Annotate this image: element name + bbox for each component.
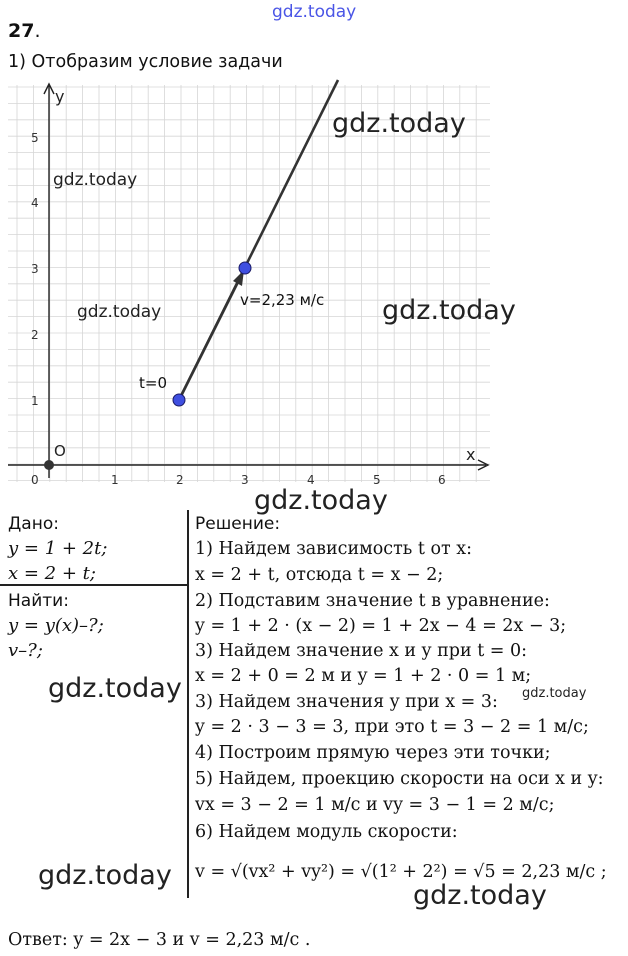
watermark: gdz.today bbox=[254, 485, 388, 516]
problem-number-suffix: . bbox=[34, 20, 41, 42]
grid bbox=[8, 85, 490, 482]
x-tick-label: 1 bbox=[111, 473, 119, 487]
find2: v–?; bbox=[8, 640, 43, 661]
y-tick-labels bbox=[31, 131, 39, 408]
point-origin bbox=[44, 460, 54, 470]
velocity-label: v=2,23 м/с bbox=[240, 291, 325, 309]
x-tick-label: 6 bbox=[438, 473, 446, 487]
watermark: gdz.today bbox=[382, 295, 516, 326]
y-tick-label: 2 bbox=[31, 328, 39, 342]
solution-line: 1) Найдем зависимость t от x: bbox=[195, 539, 473, 559]
watermark: gdz.today bbox=[38, 860, 172, 891]
find-title: Найти: bbox=[8, 591, 69, 611]
given-eq2: x = 2 + t; bbox=[8, 563, 96, 584]
watermark: gdz.today bbox=[53, 170, 138, 190]
x-tick-label: 4 bbox=[307, 473, 315, 487]
solution-line: v = √(vx² + vy²) = √(1² + 2²) = √5 = 2,23 м/с ; bbox=[195, 862, 607, 882]
step1-heading: 1) Отобразим условие задачи bbox=[8, 52, 283, 72]
coordinate-graph bbox=[0, 75, 628, 515]
solution-line: 3) Найдем значения y при x = 3: bbox=[195, 692, 498, 712]
solution-title: Решение: bbox=[195, 514, 281, 534]
watermark-top: gdz.today bbox=[272, 2, 357, 22]
axes bbox=[8, 84, 488, 478]
solution-line: 3) Найдем значение x и y при t = 0: bbox=[195, 641, 528, 661]
solution-line: vx = 3 − 2 = 1 м/с и vy = 3 − 1 = 2 м/с; bbox=[195, 795, 555, 815]
vertical-divider bbox=[187, 510, 189, 898]
solution-line: 6) Найдем модуль скорости: bbox=[195, 822, 458, 842]
solution-line: x = 2 + 0 = 2 м и y = 1 + 2 · 0 = 1 м; bbox=[195, 666, 532, 686]
find1: y = y(x)–?; bbox=[8, 615, 104, 636]
solution-line: y = 1 + 2 · (x − 2) = 1 + 2x − 4 = 2x − 3; bbox=[195, 616, 567, 636]
problem-number bbox=[8, 20, 41, 42]
point-end bbox=[239, 262, 251, 274]
solution-line: x = 2 + t, отсюда t = x − 2; bbox=[195, 565, 444, 585]
y-tick-label: 1 bbox=[31, 394, 39, 408]
y-tick-label: 3 bbox=[31, 262, 39, 276]
origin-label: O bbox=[54, 442, 66, 460]
watermark: gdz.today bbox=[332, 108, 466, 139]
given-eq1: y = 1 + 2t; bbox=[8, 538, 108, 559]
point-start bbox=[173, 394, 185, 406]
solution-line: 4) Построим прямую через эти точки; bbox=[195, 743, 551, 763]
answer: Ответ: y = 2x − 3 и v = 2,23 м/с . bbox=[8, 930, 311, 950]
y-tick-label: 4 bbox=[31, 196, 39, 210]
watermark: gdz.today bbox=[48, 673, 182, 704]
y-tick-label: 5 bbox=[31, 131, 39, 145]
problem-number-value: 27 bbox=[8, 20, 35, 42]
y-axis-label: y bbox=[55, 87, 65, 106]
watermark: gdz.today bbox=[522, 686, 587, 701]
velocity-arrow bbox=[181, 282, 238, 396]
given-title: Дано: bbox=[8, 514, 59, 534]
x-axis-label: x bbox=[466, 445, 476, 464]
watermark: gdz.today bbox=[77, 302, 162, 322]
watermark: gdz.today bbox=[413, 880, 547, 911]
solution-line: 5) Найдем, проекцию скорости на оси x и y: bbox=[195, 769, 604, 789]
x-tick-label: 0 bbox=[31, 473, 39, 487]
solution-line: 2) Подставим значение t в уравнение: bbox=[195, 591, 550, 611]
x-tick-label: 2 bbox=[176, 473, 184, 487]
solution-line: y = 2 · 3 − 3 = 3, при это t = 3 − 2 = 1 м/с; bbox=[195, 717, 589, 737]
x-tick-label: 5 bbox=[373, 473, 381, 487]
start-label: t=0 bbox=[139, 374, 167, 392]
x-tick-label: 3 bbox=[241, 473, 249, 487]
